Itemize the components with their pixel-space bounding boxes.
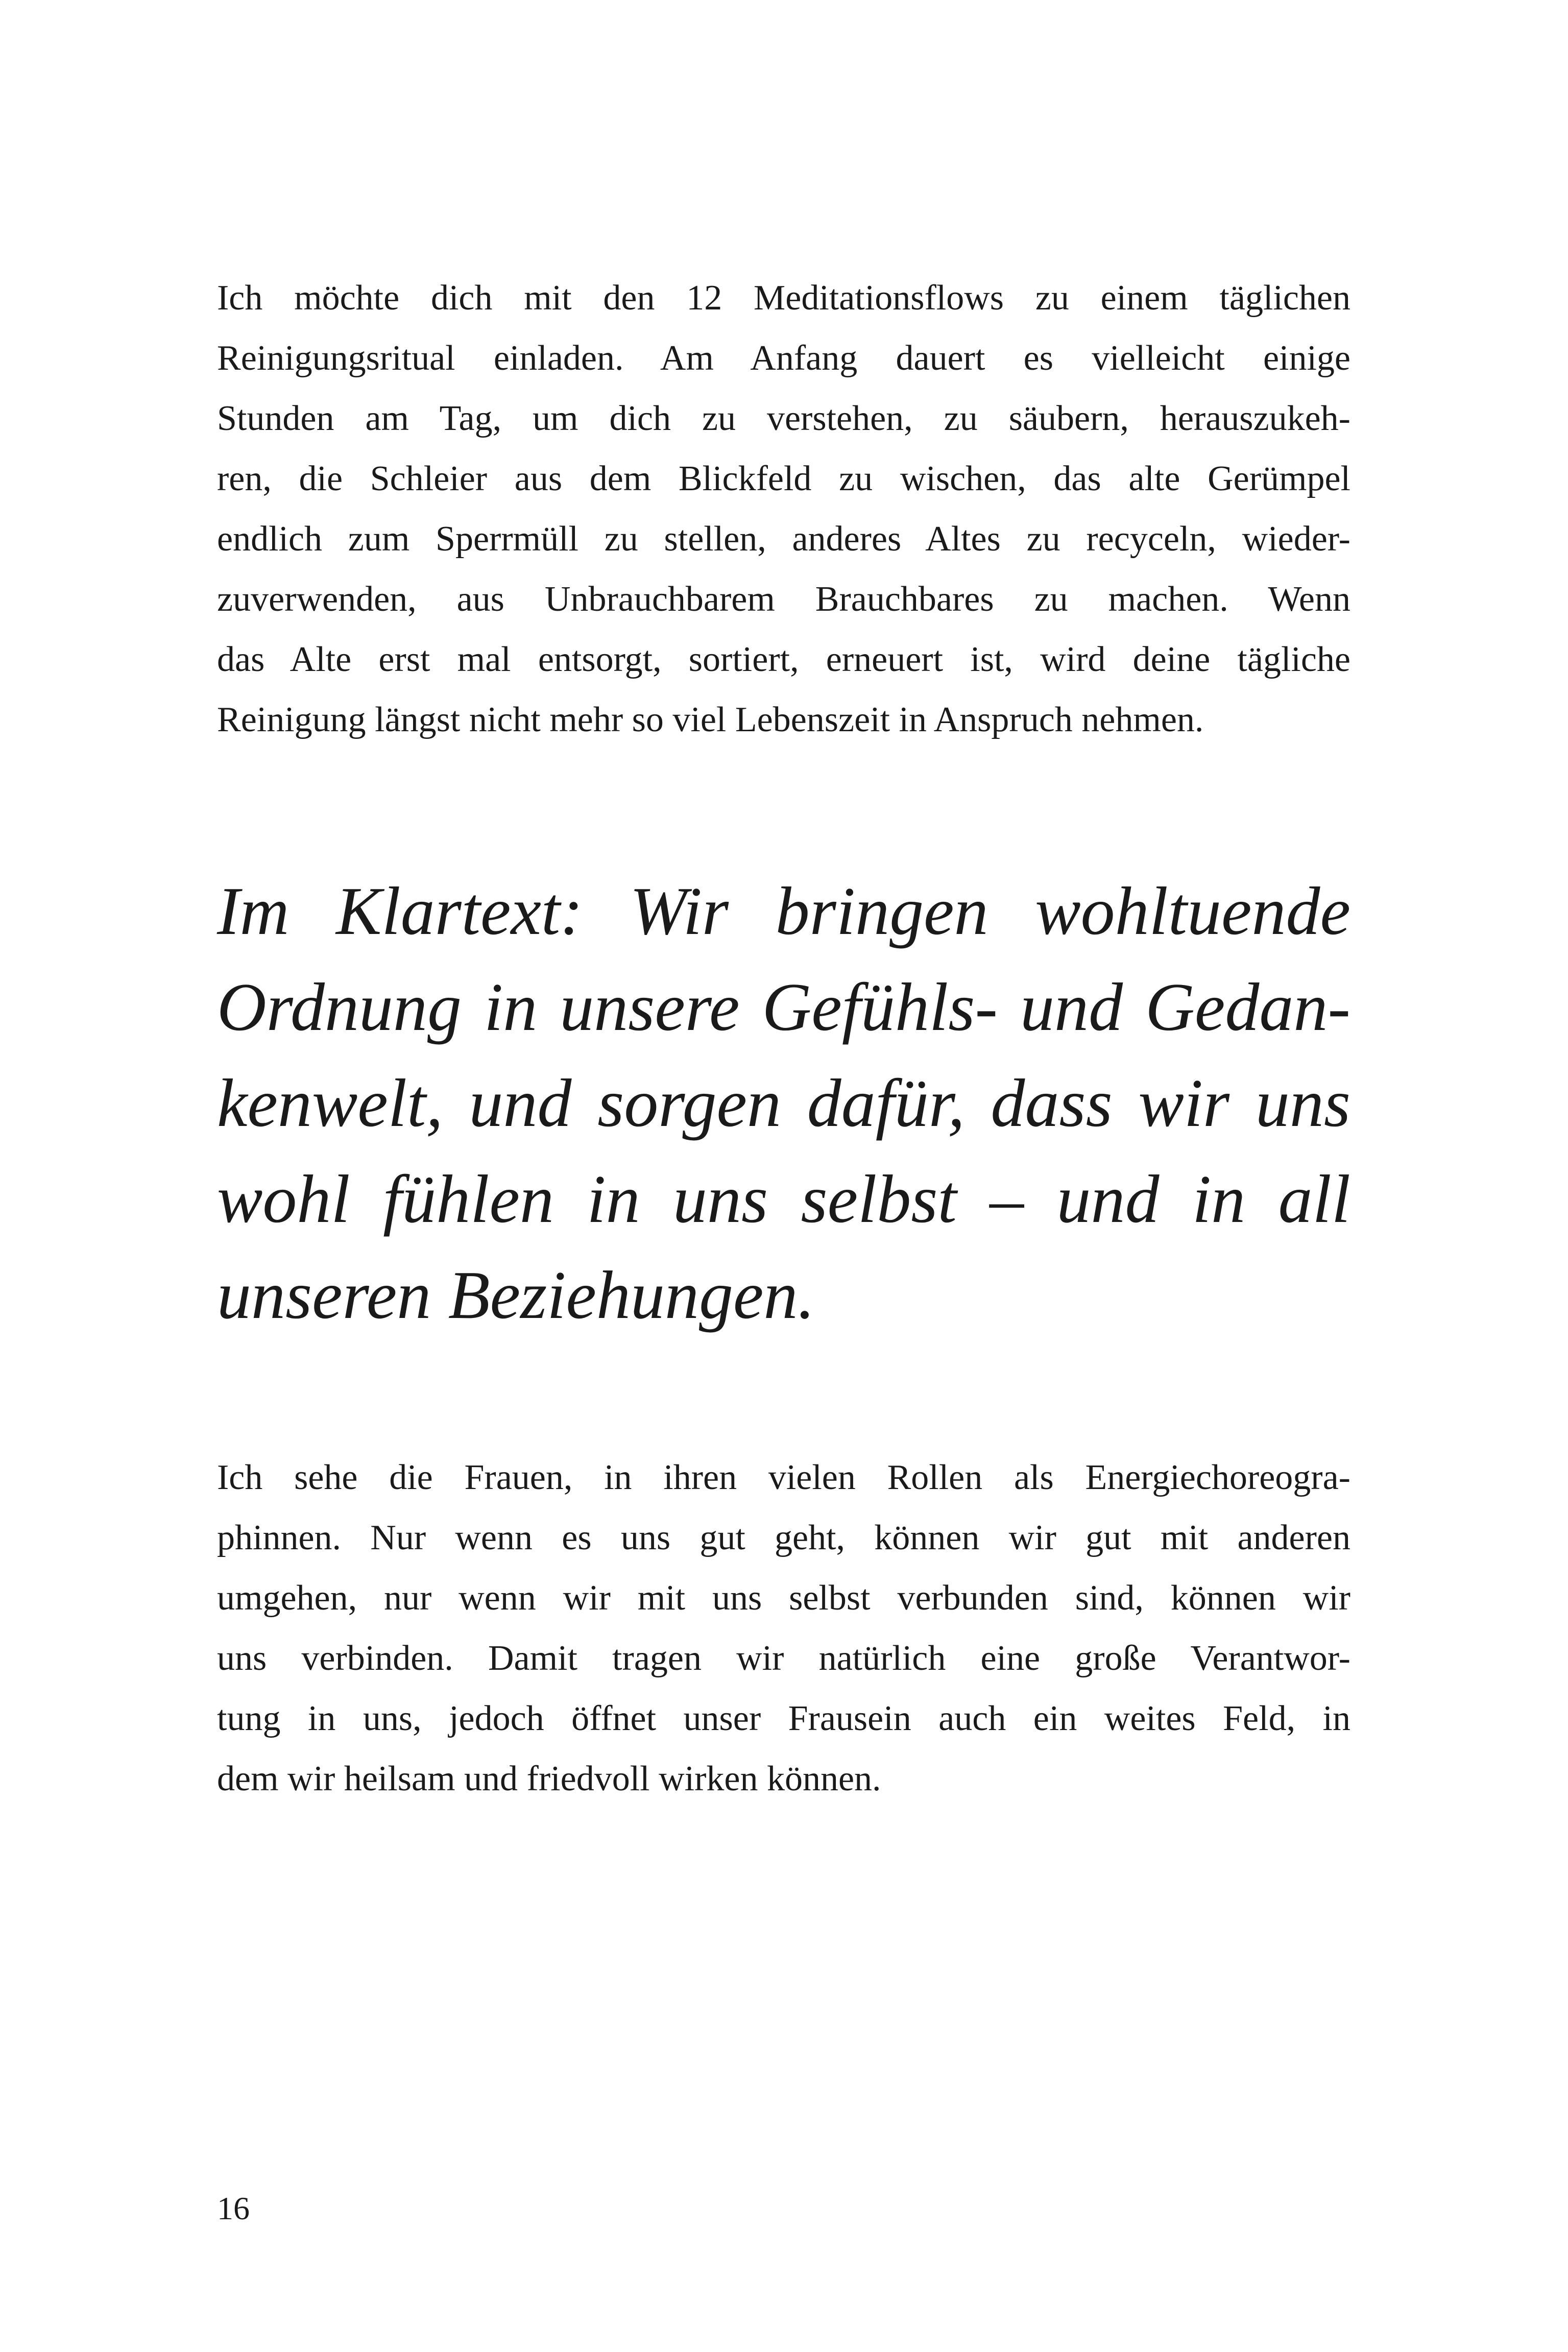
text-line: tung in uns, jedoch öffnet unser Frausein auch ein weites Feld, in — [217, 1699, 1350, 1738]
text-line: Ich möchte dich mit den 12 Meditationsflows zu einem täglichen — [217, 278, 1350, 318]
quote-line: kenwelt, und sorgen dafür, dass wir uns — [217, 1065, 1350, 1141]
quote-line: Ordnung in unsere Gefühls- und Gedan- — [217, 969, 1350, 1045]
intro-paragraph — [217, 268, 1350, 750]
text-line: das Alte erst mal entsorgt, sortiert, erneuert ist, wird deine tägliche — [217, 640, 1350, 679]
text-line: phinnen. Nur wenn es uns gut geht, können wir gut mit anderen — [217, 1518, 1350, 1557]
text-line: endlich zum Sperrmüll zu stellen, anderes Altes zu recyceln, wieder- — [217, 519, 1350, 559]
closing-paragraph — [217, 1448, 1350, 1809]
text-line: Stunden am Tag, um dich zu verstehen, zu säubern, herauszukeh- — [217, 399, 1350, 438]
quote-line: unseren Beziehungen. — [217, 1257, 815, 1333]
text-line: umgehen, nur wenn wir mit uns selbst verbunden sind, können wir — [217, 1578, 1350, 1618]
text-line: Ich sehe die Frauen, in ihren vielen Rollen als Energiechoreogra- — [217, 1458, 1350, 1497]
text-line: ren, die Schleier aus dem Blickfeld zu wischen, das alte Gerümpel — [217, 459, 1350, 498]
quote-line: Im Klartext: Wir bringen wohltuende — [217, 873, 1350, 949]
text-line: Reinigung längst nicht mehr so viel Lebenszeit in Anspruch nehmen. — [217, 700, 1204, 739]
page-number: 16 — [217, 2190, 250, 2226]
text-line: zuverwenden, aus Unbrauchbarem Brauchbares zu machen. Wenn — [217, 580, 1350, 619]
text-line: dem wir heilsam und friedvoll wirken können. — [217, 1759, 881, 1798]
text-line: Reinigungsritual einladen. Am Anfang dauert es vielleicht einige — [217, 339, 1350, 378]
pull-quote — [217, 863, 1350, 1343]
quote-line: wohl fühlen in uns selbst – und in all — [217, 1161, 1350, 1237]
text-line: uns verbinden. Damit tragen wir natürlich eine große Verantwor- — [217, 1639, 1350, 1678]
